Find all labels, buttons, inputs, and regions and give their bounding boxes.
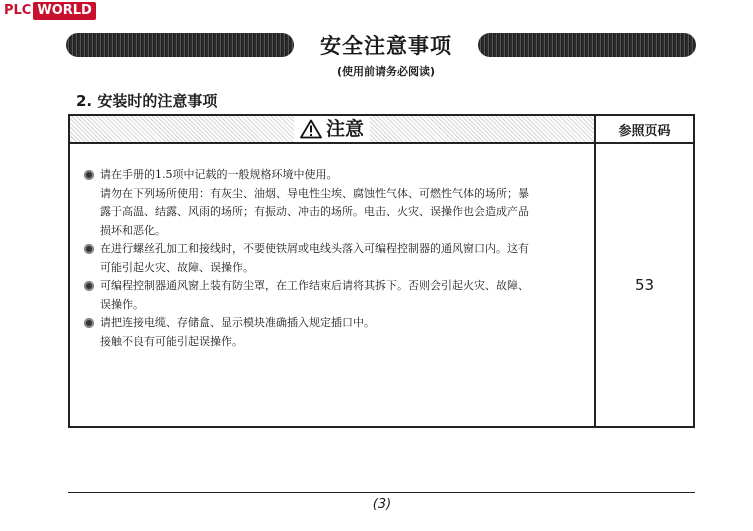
- caution-item: [84, 166, 584, 240]
- plcworld-logo: [2, 2, 96, 20]
- caution-line: 损坏和恶化。: [100, 223, 166, 237]
- caution-item: [84, 314, 584, 351]
- section-heading: 2. 安装时的注意事项: [76, 92, 218, 110]
- ref-page-header: 参照页码: [596, 116, 693, 144]
- caution-table: [68, 114, 695, 428]
- caution-line: 在进行螺丝孔加工和接线时，不要使铁屑或电线头落入可编程控制器的通风窗口内。这有: [100, 242, 529, 255]
- caution-line: 接触不良有可能引起误操作。: [100, 334, 243, 348]
- caution-line: 可能引起火灾、故障、误操作。: [100, 260, 254, 274]
- caution-item: [84, 240, 584, 277]
- caution-line: 可编程控制器通风窗上装有防尘罩，在工作结束后请将其拆下。否则会引起火灾、故障、: [100, 279, 529, 292]
- warning-triangle-icon: [300, 119, 322, 139]
- caution-label: [294, 116, 370, 142]
- bullet-icon: [84, 170, 94, 180]
- caution-header-cell: [70, 116, 596, 144]
- bullet-icon: [84, 281, 94, 291]
- title-band-left: [66, 33, 294, 57]
- logo-plc-text: PLC: [4, 3, 32, 18]
- logo-world-text: WORLD: [33, 2, 95, 20]
- ref-page-value: 53: [634, 276, 655, 294]
- caution-line: 请在手册的1.5项中记载的一般规格环境中使用。: [100, 168, 338, 181]
- caution-label-text: 注意: [325, 118, 364, 140]
- page-subtitle: (使用前请务必阅读): [336, 65, 436, 78]
- footer-divider: [68, 492, 695, 493]
- bullet-icon: [84, 244, 94, 254]
- caution-line: 请把连接电缆、存储盒、显示模块准确插入规定插口中。: [100, 316, 375, 329]
- caution-item: [84, 277, 584, 314]
- caution-line: 露于高温、结露、风雨的场所；有振动、冲击的场所。电击、火灾、误操作也会造成产品: [100, 205, 529, 218]
- page-number: (3): [372, 497, 392, 512]
- caution-line: 误操作。: [100, 297, 144, 311]
- caution-content-cell: [70, 144, 596, 426]
- bullet-icon: [84, 318, 94, 328]
- title-band-right: [478, 33, 696, 57]
- page-title: 安全注意事项: [320, 34, 452, 58]
- caution-line: 请勿在下列场所使用：有灰尘、油烟、导电性尘埃、腐蚀性气体、可燃性气体的场所；暴: [100, 186, 529, 200]
